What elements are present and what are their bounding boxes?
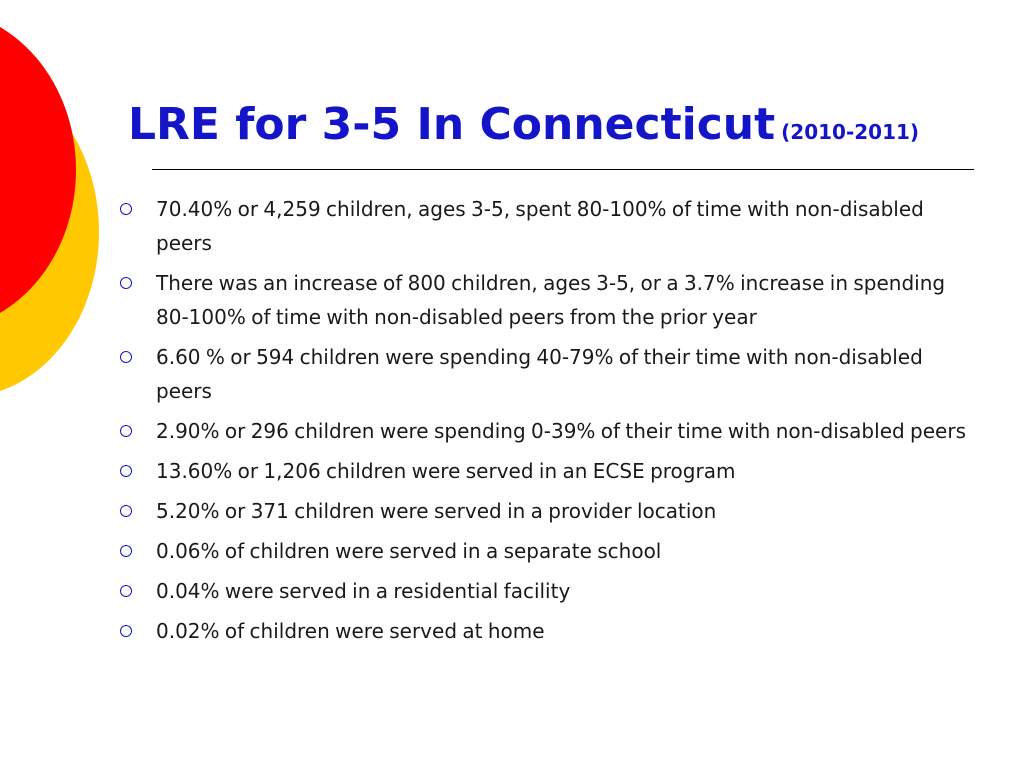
bullet-item <box>118 414 978 448</box>
bullet-item <box>118 340 978 408</box>
bullet-circle-icon <box>120 465 132 477</box>
bullet-text: 6.60 % or 594 children were spending 40-79% of their time with non-disabled peers <box>156 345 923 403</box>
bullet-item <box>118 614 978 648</box>
bullet-circle-icon <box>120 545 132 557</box>
bullet-text: 70.40% or 4,259 children, ages 3-5, spent 80-100% of time with non-disabled peers <box>156 197 924 255</box>
bullet-text: 0.06% of children were served in a separate school <box>156 539 662 563</box>
bullet-item <box>118 574 978 608</box>
bullet-circle-icon <box>120 277 132 289</box>
bullet-text: 5.20% or 371 children were served in a provider location <box>156 499 717 523</box>
slide-title-year: (2010-2011) <box>781 120 920 144</box>
bullet-item <box>118 192 978 260</box>
bullet-item <box>118 266 978 334</box>
slide-title <box>128 92 988 165</box>
bullet-item <box>118 534 978 568</box>
bullet-circle-icon <box>120 625 132 637</box>
bullet-text: 0.04% were served in a residential facility <box>156 579 571 603</box>
bullet-text: 0.02% of children were served at home <box>156 619 545 643</box>
bullet-text: 2.90% or 296 children were spending 0-39% of their time with non-disabled peers <box>156 419 966 443</box>
bullet-circle-icon <box>120 585 132 597</box>
bullet-text: There was an increase of 800 children, ages 3-5, or a 3.7% increase in spending 80-100% of time with non-disabled peers from the prior year <box>156 271 946 329</box>
bullet-text: 13.60% or 1,206 children were served in an ECSE program <box>156 459 736 483</box>
bullet-circle-icon <box>120 425 132 437</box>
bullet-item <box>118 454 978 488</box>
bullet-circle-icon <box>120 203 132 215</box>
title-divider <box>152 169 974 170</box>
bullet-circle-icon <box>120 505 132 517</box>
bullet-circle-icon <box>120 351 132 363</box>
bullet-list <box>118 192 978 654</box>
bullet-item <box>118 494 978 528</box>
slide-title-text: LRE for 3-5 In Connecticut <box>128 99 776 150</box>
